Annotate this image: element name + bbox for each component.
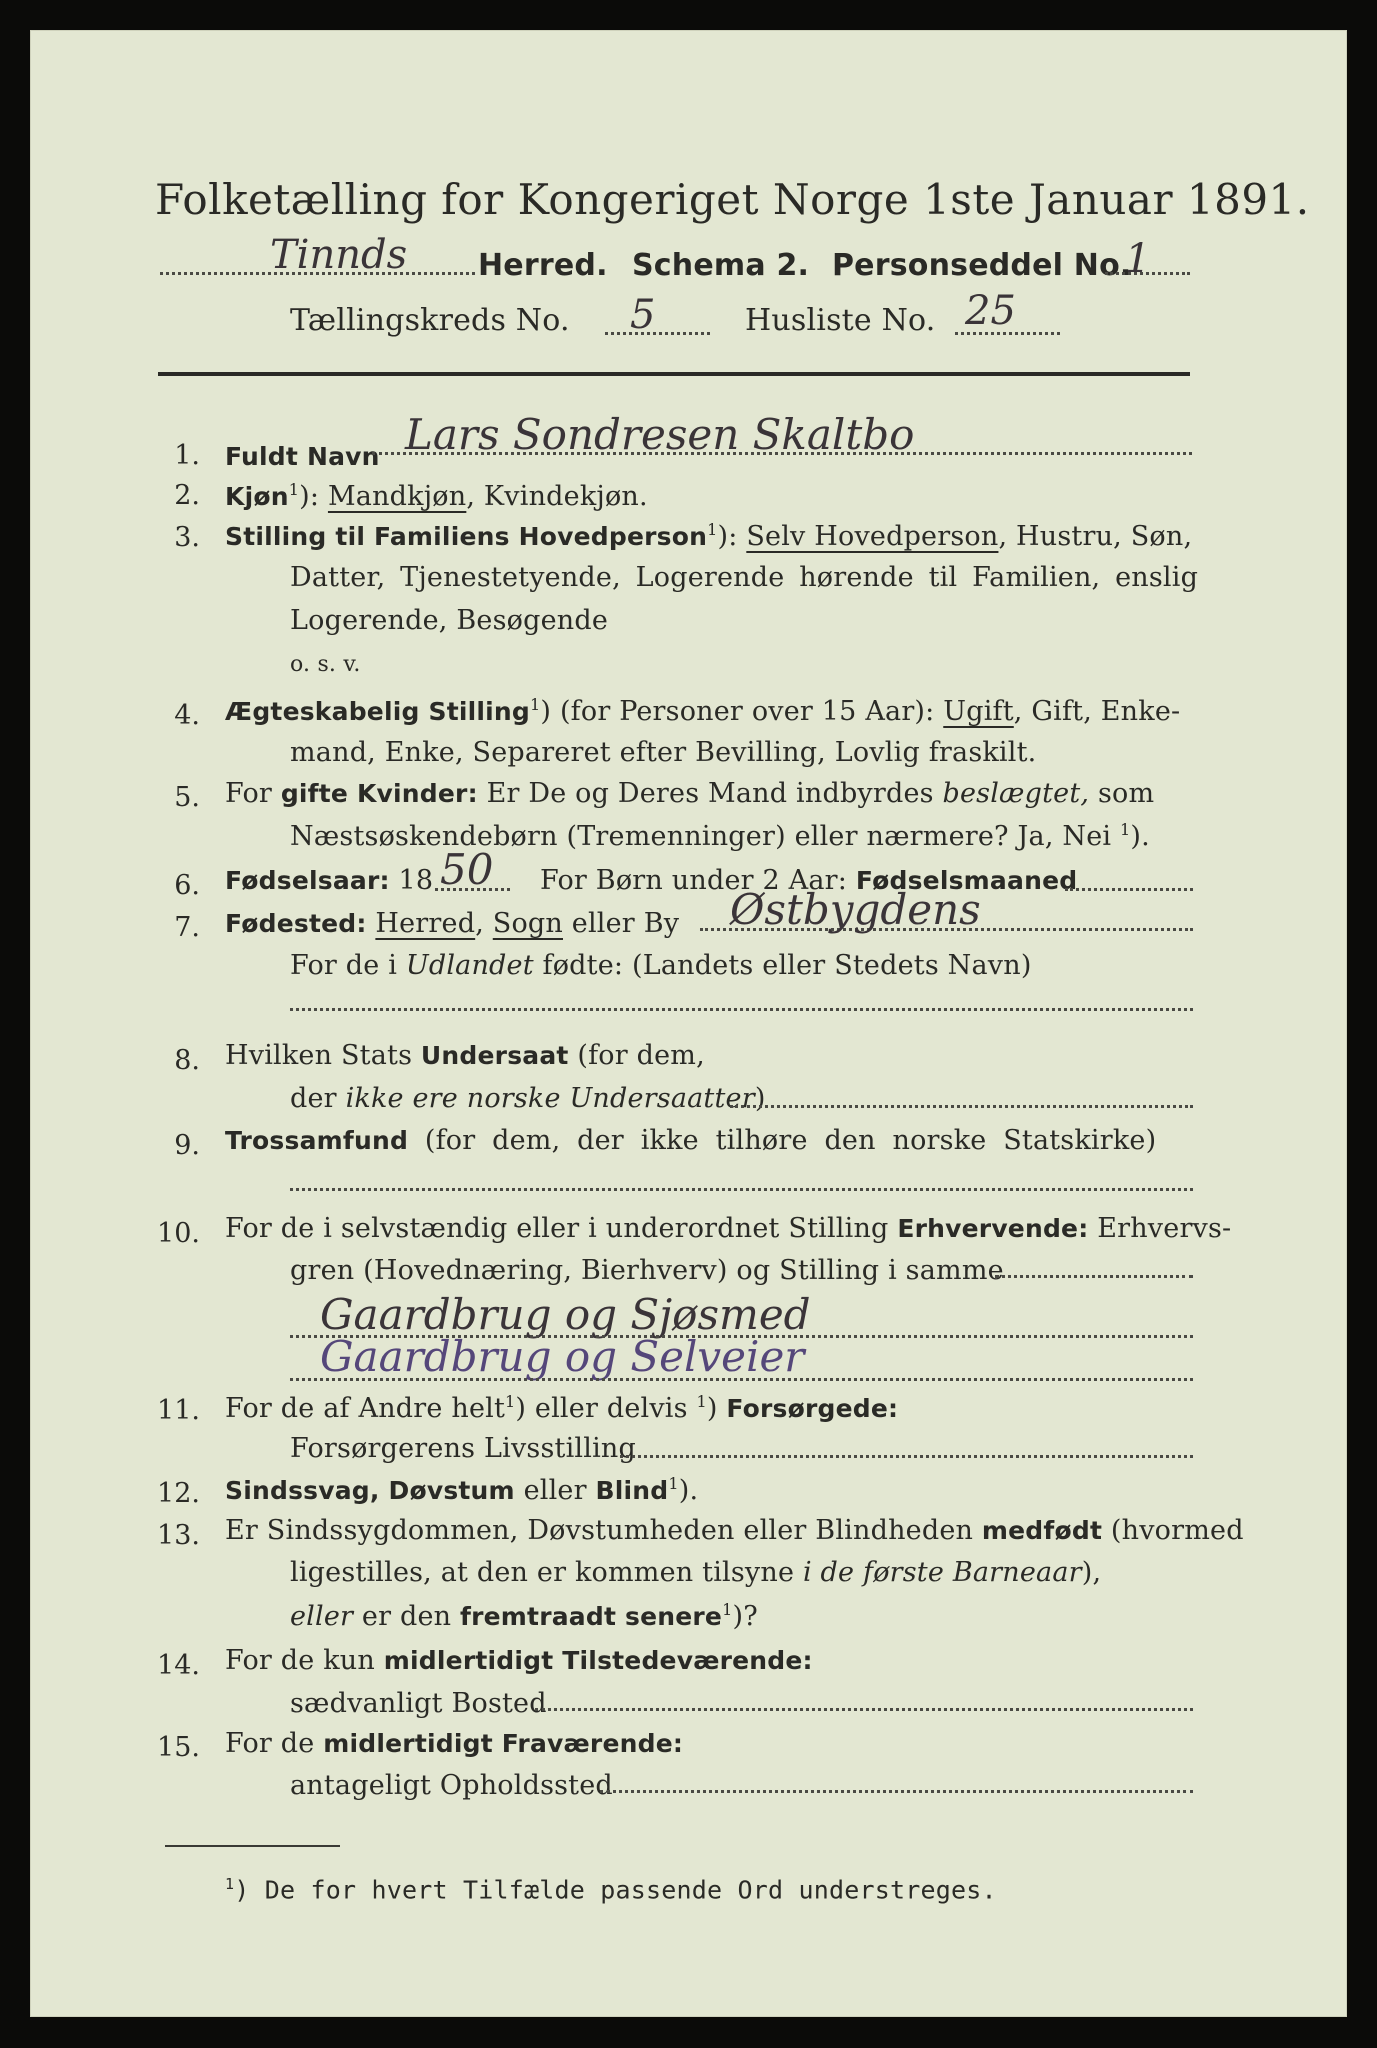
q6-month-line	[1065, 888, 1193, 891]
q3-selected: Selv Hovedperson	[746, 521, 999, 552]
q4-line1	[225, 695, 1180, 727]
q10-pre: For de i selvstændig eller i underordnet Stilling	[225, 1213, 898, 1244]
q7-line1	[225, 908, 679, 939]
q6-line	[225, 865, 433, 896]
q3-colon: ):	[717, 521, 747, 552]
personseddel-handwriting: 1	[1125, 236, 1151, 282]
q2-text: ):	[299, 481, 328, 512]
q15-answer-line	[600, 1790, 1193, 1793]
q11-pre: For de af Andre helt	[225, 1393, 506, 1424]
q13-line2-close: ),	[1081, 1557, 1102, 1588]
q5-pre: For	[225, 778, 281, 809]
item-number-5: 5.	[174, 782, 200, 813]
q3-label: Stilling til Familiens Hovedperson	[225, 522, 708, 551]
item-number-6: 6.	[174, 870, 200, 901]
q7-line2-rest: fødte: (Landets eller Stedets Navn)	[533, 950, 1032, 981]
item-number-8: 8.	[174, 1045, 200, 1076]
herred-label: Herred.	[478, 248, 608, 283]
q5-line2	[290, 820, 1150, 852]
q7-comma: ,	[475, 908, 493, 939]
q3-rest: , Hustru, Søn,	[998, 521, 1193, 552]
q10-line2: gren (Hovednæring, Bierhverv) og Stilling i samme	[290, 1255, 1004, 1286]
q12-sup: 1	[668, 1474, 679, 1493]
q8-answer-line	[730, 1105, 1193, 1108]
q10-label: Erhvervende:	[897, 1214, 1089, 1243]
item-number-4: 4.	[174, 700, 200, 731]
footnote-sup: 1	[225, 1875, 235, 1893]
q4-text: ) (for Personer over 15 Aar):	[540, 696, 944, 727]
q13-line2-pre: ligestilles, at den er kommen tilsyne	[290, 1557, 803, 1588]
q12-mid: eller	[514, 1475, 596, 1506]
q2-label: Kjøn	[225, 482, 289, 511]
q7-line2	[290, 950, 1032, 981]
q11-sup2: 1	[696, 1392, 707, 1411]
item-number-10: 10.	[157, 1218, 200, 1249]
q11-mid: ) eller delvis	[515, 1393, 697, 1424]
q8-line2-pre: der	[290, 1083, 346, 1114]
item-number-1: 1.	[174, 440, 200, 471]
personseddel-label: Personseddel No.	[832, 248, 1132, 283]
q8-line2	[290, 1083, 766, 1114]
q9-label: Trossamfund	[225, 1126, 409, 1155]
item-number-2: 2.	[174, 480, 200, 511]
q10-line2-dots	[995, 1275, 1193, 1278]
item-number-12: 12.	[157, 1478, 200, 1509]
q13-line3-sup: 1	[722, 1600, 733, 1619]
q11-answer-line	[620, 1455, 1193, 1458]
q7-answer-line	[290, 1008, 1193, 1011]
q14-pre: For de kun	[225, 1645, 384, 1676]
q8-pre: Hvilken Stats	[225, 1040, 421, 1071]
q13-line3-close: )?	[732, 1601, 758, 1632]
q11-line1	[225, 1392, 898, 1424]
q6-handwriting: 50	[440, 845, 494, 894]
q11-sup1: 1	[505, 1392, 516, 1411]
q5-line1	[225, 778, 1154, 809]
census-form	[30, 30, 1347, 2017]
q11-label: Forsørgede:	[726, 1394, 899, 1423]
q3-sup: 1	[707, 520, 718, 539]
q12-label2: Blind	[595, 1476, 669, 1505]
q13-line3	[290, 1600, 758, 1632]
q2-sup: 1	[288, 480, 300, 499]
q13-label: medfødt	[981, 1516, 1103, 1545]
kreds-label: Tællingskreds No.	[290, 303, 570, 338]
q13-line3-italic: eller	[290, 1601, 354, 1632]
q9-rest: (for dem, der ikke tilhøre den norske Statskirke)	[408, 1125, 1157, 1156]
q6-label: Fødselsaar:	[225, 866, 390, 895]
q13-line2	[290, 1557, 1101, 1588]
q14-label: midlertidigt Tilstedeværende:	[383, 1646, 813, 1675]
form-title: Folketælling for Kongeriget Norge 1ste Januar 1891.	[155, 175, 1310, 224]
q15-line1	[225, 1728, 683, 1759]
q4-rest: , Gift, Enke-	[1013, 696, 1181, 727]
q7-line2-italic: Udlandet	[405, 950, 534, 981]
q6-mid: For Børn under 2 Aar:	[540, 865, 856, 896]
q2-option-male: Mandkjøn	[327, 481, 467, 512]
q1-label: Fuldt Navn	[225, 442, 380, 471]
q2-option-female: , Kvindekjøn.	[466, 481, 648, 512]
kreds-handwriting: 5	[630, 292, 656, 338]
q3-line2: Datter, Tjenestetyende, Logerende hørende til Familien, enslig	[290, 562, 1199, 593]
husliste-label: Husliste No.	[745, 303, 936, 338]
item-number-13: 13.	[157, 1520, 200, 1551]
q10-handwriting-2: Gaardbrug og Selveier	[320, 1332, 805, 1381]
footnote-rule	[165, 1845, 340, 1847]
footnote	[225, 1875, 997, 1904]
q9-line1	[225, 1125, 1156, 1156]
q10-handwriting-1: Gaardbrug og Sjøsmed	[320, 1290, 811, 1339]
q14-answer-line	[535, 1708, 1193, 1711]
q5-text: Er De og Deres Mand indbyrdes	[477, 778, 943, 809]
q6-year-line	[435, 888, 510, 891]
q8-line2-close: )	[754, 1083, 766, 1114]
q11-line2: Forsørgerens Livsstilling	[290, 1433, 637, 1464]
q5-line2-text: Næstsøskendebørn (Tremenninger) eller nærmere? Ja, Nei	[290, 821, 1121, 852]
item-number-3: 3.	[174, 522, 200, 553]
q7-rest: eller By	[563, 908, 680, 939]
q13-line3-label: fremtraadt senere	[460, 1602, 723, 1631]
q12-close: ).	[678, 1475, 699, 1506]
q15-pre: For de	[225, 1728, 324, 1759]
q1-handwriting: Lars Sondresen Skaltbo	[405, 410, 915, 459]
q6-prefix: 18	[389, 865, 434, 896]
q15-label: midlertidigt Fraværende:	[323, 1729, 684, 1758]
q6-label2: Fødselsmaaned	[855, 866, 1078, 895]
q9-answer-line	[290, 1188, 1193, 1191]
item-number-15: 15.	[157, 1732, 200, 1763]
q12-line	[225, 1474, 698, 1506]
q8-rest: (for dem,	[568, 1040, 705, 1071]
husliste-handwriting: 25	[965, 288, 1016, 334]
q7-selected-herred: Herred	[375, 908, 476, 939]
q7-label: Fødested:	[225, 909, 367, 938]
q5-italic: beslægtet,	[942, 778, 1090, 809]
q15-line2: antageligt Opholdssted	[290, 1770, 613, 1801]
q3-line4: o. s. v.	[290, 652, 361, 677]
q7-line2-pre: For de i	[290, 950, 406, 981]
q13-pre: Er Sindssygdommen, Døvstumheden eller Blindheden	[225, 1515, 982, 1546]
q10-rest: Erhvervs-	[1088, 1213, 1232, 1244]
item-number-7: 7.	[174, 912, 200, 943]
item-number-9: 9.	[174, 1130, 200, 1161]
q4-sup: 1	[530, 695, 541, 714]
q5-label: gifte Kvinder:	[280, 779, 478, 808]
q13-line3-mid: er den	[353, 1601, 461, 1632]
q5-close: ).	[1130, 821, 1150, 852]
q3-line1	[225, 520, 1192, 552]
q11-close: )	[706, 1393, 727, 1424]
q13-line2-italic: i de første Barneaar	[802, 1557, 1082, 1588]
q4-selected: Ugift	[943, 696, 1014, 727]
header-rule	[158, 372, 1190, 376]
q2-line	[225, 480, 648, 512]
q14-line1	[225, 1645, 813, 1676]
q12-label: Sindssvag, Døvstum	[225, 1476, 515, 1505]
q10-answer-line-2	[290, 1378, 1193, 1381]
q8-line1	[225, 1040, 705, 1071]
q4-label: Ægteskabelig Stilling	[225, 697, 531, 726]
herred-handwriting: Tinnds	[270, 232, 408, 278]
item-number-11: 11.	[157, 1395, 200, 1426]
q13-rest: (hvormed	[1102, 1515, 1244, 1546]
q7-handwriting: Østbygdens	[730, 885, 981, 934]
schema-label: Schema 2.	[632, 248, 810, 283]
item-number-14: 14.	[157, 1650, 200, 1681]
q8-label: Undersaat	[420, 1041, 569, 1070]
footnote-text: ) De for hvert Tilfælde passende Ord understreges.	[234, 1875, 997, 1905]
q5-sup: 1	[1120, 820, 1131, 839]
q14-line2: sædvanligt Bosted	[290, 1688, 547, 1719]
q3-line3: Logerende, Besøgende	[290, 605, 608, 636]
kreds-line	[605, 332, 710, 335]
q13-line1	[225, 1515, 1244, 1546]
q8-line2-italic: ikke ere norske Undersaatter	[345, 1083, 755, 1114]
q4-line2: mand, Enke, Separeret efter Bevilling, Lovlig fraskilt.	[290, 737, 1037, 768]
q5-end: som	[1089, 778, 1155, 809]
q7-selected-sogn: Sogn	[492, 908, 563, 939]
q10-line1	[225, 1213, 1231, 1244]
